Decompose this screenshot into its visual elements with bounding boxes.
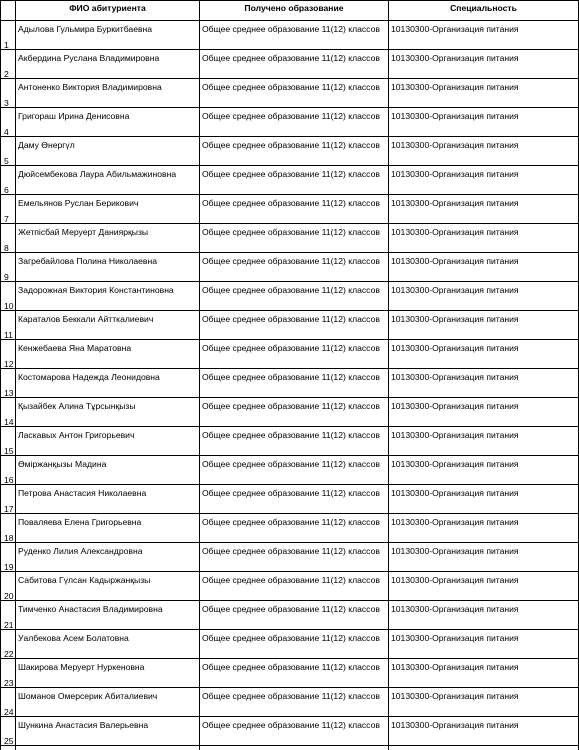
education-cell [200, 688, 389, 717]
row-number-text: 24 [4, 707, 14, 717]
specialty-cell-text: 10130300-Организация питания [391, 53, 519, 63]
applicant-name [16, 253, 200, 282]
row-number-text: 5 [4, 156, 9, 166]
education-cell-text: Общее среднее образование 11(12) классов [202, 691, 380, 701]
row-number-text: 23 [4, 678, 14, 688]
applicant-name-text: Костомарова Надежда Леонидовна [18, 372, 160, 382]
applicant-name-text: Антоненко Виктория Владимировна [18, 82, 162, 92]
applicant-name [16, 456, 200, 485]
empty-cell [200, 746, 389, 750]
row-number [1, 282, 16, 311]
specialty-cell-text: 10130300-Организация питания [391, 111, 519, 121]
education-cell [200, 398, 389, 427]
table-row [1, 253, 579, 282]
specialty-cell-text: 10130300-Организация питания [391, 401, 519, 411]
table-row [1, 659, 579, 688]
table-row [1, 369, 579, 398]
header-education: Получено образование [200, 1, 389, 21]
applicant-name-text: Караталов Беккали Айтткалиевич [18, 314, 153, 324]
applicant-name-text: Сабитова Гүлсан Кадыржанқызы [18, 575, 150, 585]
education-cell [200, 79, 389, 108]
specialty-cell [389, 166, 579, 195]
table-body [1, 21, 579, 750]
row-number [1, 224, 16, 253]
table-row [1, 717, 579, 746]
row-number-text: 20 [4, 591, 14, 601]
education-cell-text: Общее среднее образование 11(12) классов [202, 82, 380, 92]
applicant-name-text: Жетпісбай Меруерт Даниярқызы [18, 227, 148, 237]
row-number-text: 6 [4, 185, 9, 195]
specialty-cell [389, 195, 579, 224]
row-number [1, 108, 16, 137]
applicant-name [16, 21, 200, 50]
education-cell [200, 630, 389, 659]
row-number-text: 10 [4, 301, 14, 311]
row-number [1, 340, 16, 369]
specialty-cell [389, 137, 579, 166]
education-cell-text: Общее среднее образование 11(12) классов [202, 488, 380, 498]
applicant-name [16, 50, 200, 79]
row-number-text: 21 [4, 620, 14, 630]
education-cell-text: Общее среднее образование 11(12) классов [202, 53, 380, 63]
education-cell [200, 340, 389, 369]
specialty-cell-text: 10130300-Организация питания [391, 24, 519, 34]
empty-cell [1, 746, 16, 750]
education-cell [200, 311, 389, 340]
applicant-name-text: Акбердина Руслана Владимировна [18, 53, 159, 63]
table-row [1, 50, 579, 79]
row-number-text: 14 [4, 417, 14, 427]
row-number [1, 50, 16, 79]
applicant-name-text: Шакирова Меруерт Нуркеновна [18, 662, 144, 672]
applicant-name [16, 398, 200, 427]
specialty-cell [389, 369, 579, 398]
specialty-cell-text: 10130300-Организация питания [391, 633, 519, 643]
applicant-name-text: Емельянов Руслан Берикович [18, 198, 138, 208]
specialty-cell-text: 10130300-Организация питания [391, 343, 519, 353]
specialty-cell [389, 601, 579, 630]
row-number-text: 18 [4, 533, 14, 543]
specialty-cell-text: 10130300-Организация питания [391, 691, 519, 701]
row-number-text: 25 [4, 736, 14, 746]
row-number-text: 7 [4, 214, 9, 224]
specialty-cell [389, 572, 579, 601]
education-cell [200, 659, 389, 688]
row-number-text: 9 [4, 272, 9, 282]
specialty-cell [389, 630, 579, 659]
row-number-text: 3 [4, 98, 9, 108]
specialty-cell [389, 311, 579, 340]
applicant-name [16, 282, 200, 311]
table-row [1, 456, 579, 485]
education-cell-text: Общее среднее образование 11(12) классов [202, 546, 380, 556]
education-cell [200, 195, 389, 224]
specialty-cell [389, 253, 579, 282]
education-cell [200, 427, 389, 456]
header-specialty: Специальность [389, 1, 579, 21]
specialty-cell [389, 50, 579, 79]
specialty-cell-text: 10130300-Организация питания [391, 314, 519, 324]
applicant-name-text: Даму Өнергүл [18, 140, 75, 150]
row-number [1, 427, 16, 456]
applicant-name [16, 195, 200, 224]
applicant-name [16, 340, 200, 369]
applicant-name-text: Загребайлова Полина Николаевна [18, 256, 157, 266]
education-cell-text: Общее среднее образование 11(12) классов [202, 633, 380, 643]
row-number-text: 17 [4, 504, 14, 514]
education-cell-text: Общее среднее образование 11(12) классов [202, 256, 380, 266]
specialty-cell [389, 340, 579, 369]
education-cell-text: Общее среднее образование 11(12) классов [202, 430, 380, 440]
table-row [1, 21, 579, 50]
row-number-text: 8 [4, 243, 9, 253]
row-number [1, 630, 16, 659]
specialty-cell [389, 21, 579, 50]
applicant-name-text: Поваляева Елена Григорьевна [18, 517, 141, 527]
specialty-cell-text: 10130300-Организация питания [391, 662, 519, 672]
table-row [1, 601, 579, 630]
education-cell-text: Общее среднее образование 11(12) классов [202, 169, 380, 179]
applicant-name [16, 717, 200, 746]
education-cell-text: Общее среднее образование 11(12) классов [202, 24, 380, 34]
table-row [1, 108, 579, 137]
table-row [1, 543, 579, 572]
row-number [1, 137, 16, 166]
education-cell [200, 137, 389, 166]
applicant-name [16, 79, 200, 108]
table-row [1, 398, 579, 427]
table-row [1, 166, 579, 195]
applicant-name [16, 630, 200, 659]
applicant-name-text: Шоманов Омерсерик Абиталиевич [18, 691, 157, 701]
applicant-name-text: Өміржанқызы Мадина [18, 459, 106, 469]
specialty-cell [389, 543, 579, 572]
specialty-cell [389, 659, 579, 688]
applicant-name [16, 514, 200, 543]
specialty-cell-text: 10130300-Организация питания [391, 372, 519, 382]
education-cell [200, 21, 389, 50]
row-number [1, 688, 16, 717]
education-cell [200, 456, 389, 485]
education-cell [200, 485, 389, 514]
education-cell [200, 108, 389, 137]
specialty-cell-text: 10130300-Организация питания [391, 546, 519, 556]
education-cell [200, 543, 389, 572]
row-number-text: 11 [4, 330, 13, 340]
row-number-text: 16 [4, 475, 14, 485]
applicant-name-text: Дюйсембекова Лаура Абильмажиновна [18, 169, 176, 179]
specialty-cell-text: 10130300-Организация питания [391, 256, 519, 266]
table-row [1, 79, 579, 108]
row-number [1, 79, 16, 108]
education-cell-text: Общее среднее образование 11(12) классов [202, 343, 380, 353]
header-num [1, 1, 16, 21]
row-number-text: 2 [4, 69, 9, 79]
table-row-partial [1, 746, 579, 750]
table-row [1, 224, 579, 253]
education-cell-text: Общее среднее образование 11(12) классов [202, 459, 380, 469]
education-cell-text: Общее среднее образование 11(12) классов [202, 314, 380, 324]
table-row [1, 282, 579, 311]
specialty-cell [389, 224, 579, 253]
row-number [1, 21, 16, 50]
specialty-cell [389, 398, 579, 427]
applicant-name [16, 659, 200, 688]
row-number-text: 12 [4, 359, 14, 369]
row-number [1, 543, 16, 572]
education-cell [200, 224, 389, 253]
applicant-name [16, 601, 200, 630]
table-row [1, 630, 579, 659]
table-row [1, 340, 579, 369]
empty-cell [389, 746, 579, 750]
applicant-name-text: Қызайбек Алина Тұрсынқызы [18, 401, 136, 411]
row-number-text: 22 [4, 649, 14, 659]
specialty-cell [389, 427, 579, 456]
applicant-name [16, 137, 200, 166]
applicant-name [16, 572, 200, 601]
specialty-cell [389, 79, 579, 108]
row-number [1, 601, 16, 630]
empty-cell [16, 746, 200, 750]
specialty-cell-text: 10130300-Организация питания [391, 169, 519, 179]
header-name: ФИО абитуриента [16, 1, 200, 21]
education-cell [200, 369, 389, 398]
row-number-text: 13 [4, 388, 14, 398]
applicant-name [16, 166, 200, 195]
education-cell [200, 572, 389, 601]
specialty-cell-text: 10130300-Организация питания [391, 140, 519, 150]
applicant-name [16, 543, 200, 572]
specialty-cell [389, 456, 579, 485]
specialty-cell-text: 10130300-Организация питания [391, 227, 519, 237]
education-cell [200, 601, 389, 630]
applicant-name-text: Тимченко Анастасия Владимировна [18, 604, 163, 614]
table-row [1, 514, 579, 543]
table-row [1, 137, 579, 166]
specialty-cell [389, 282, 579, 311]
row-number [1, 456, 16, 485]
specialty-cell [389, 717, 579, 746]
row-number [1, 311, 16, 340]
education-cell-text: Общее среднее образование 11(12) классов [202, 401, 380, 411]
table-row [1, 688, 579, 717]
applicant-name [16, 427, 200, 456]
applicant-name-text: Шункина Анастасия Валерьевна [18, 720, 148, 730]
table-row [1, 195, 579, 224]
specialty-cell-text: 10130300-Организация питания [391, 517, 519, 527]
table-row [1, 311, 579, 340]
row-number-text: 4 [4, 127, 9, 137]
row-number-text: 1 [4, 40, 9, 50]
applicant-name [16, 311, 200, 340]
applicant-name [16, 369, 200, 398]
row-number [1, 514, 16, 543]
education-cell-text: Общее среднее образование 11(12) классов [202, 111, 380, 121]
row-number-text: 19 [4, 562, 14, 572]
education-cell [200, 50, 389, 79]
specialty-cell-text: 10130300-Организация питания [391, 575, 519, 585]
education-cell [200, 282, 389, 311]
row-number [1, 166, 16, 195]
specialty-cell-text: 10130300-Организация питания [391, 82, 519, 92]
applicant-name [16, 485, 200, 514]
education-cell-text: Общее среднее образование 11(12) классов [202, 575, 380, 585]
row-number [1, 572, 16, 601]
row-number [1, 659, 16, 688]
specialty-cell-text: 10130300-Организация питания [391, 459, 519, 469]
table-row [1, 485, 579, 514]
applicant-name-text: Задорожная Виктория Константиновна [18, 285, 174, 295]
specialty-cell [389, 514, 579, 543]
education-cell [200, 717, 389, 746]
specialty-cell-text: 10130300-Организация питания [391, 430, 519, 440]
row-number [1, 398, 16, 427]
specialty-cell [389, 688, 579, 717]
applicant-name-text: Григораш Ирина Денисовна [18, 111, 129, 121]
specialty-cell-text: 10130300-Организация питания [391, 488, 519, 498]
applicant-name-text: Адылова Гульмира Буркитбаевна [18, 24, 152, 34]
specialty-cell-text: 10130300-Организация питания [391, 285, 519, 295]
specialty-cell-text: 10130300-Организация питания [391, 604, 519, 614]
row-number [1, 369, 16, 398]
education-cell-text: Общее среднее образование 11(12) классов [202, 720, 380, 730]
education-cell-text: Общее среднее образование 11(12) классов [202, 604, 380, 614]
education-cell [200, 514, 389, 543]
applicant-name-text: Петрова Анастасия Николаевна [18, 488, 146, 498]
specialty-cell-text: 10130300-Организация питания [391, 198, 519, 208]
education-cell-text: Общее среднее образование 11(12) классов [202, 227, 380, 237]
applicant-name-text: Ласкавых Антон Григорьевич [18, 430, 134, 440]
specialty-cell [389, 485, 579, 514]
row-number [1, 253, 16, 282]
education-cell-text: Общее среднее образование 11(12) классов [202, 517, 380, 527]
specialty-cell-text: 10130300-Организация питания [391, 720, 519, 730]
education-cell-text: Общее среднее образование 11(12) классов [202, 372, 380, 382]
applicant-name-text: Руденко Лилия Александровна [18, 546, 142, 556]
education-cell [200, 253, 389, 282]
row-number [1, 485, 16, 514]
row-number [1, 195, 16, 224]
applicant-name [16, 688, 200, 717]
education-cell [200, 166, 389, 195]
row-number [1, 717, 16, 746]
applicant-name [16, 108, 200, 137]
applicant-name [16, 224, 200, 253]
specialty-cell [389, 108, 579, 137]
education-cell-text: Общее среднее образование 11(12) классов [202, 285, 380, 295]
row-number-text: 15 [4, 446, 14, 456]
education-cell-text: Общее среднее образование 11(12) классов [202, 140, 380, 150]
education-cell-text: Общее среднее образование 11(12) классов [202, 662, 380, 672]
table-row [1, 427, 579, 456]
table-header-row [1, 1, 579, 21]
applicant-name-text: Уалбекова Асем Болатовна [18, 633, 129, 643]
education-cell-text: Общее среднее образование 11(12) классов [202, 198, 380, 208]
applicant-name-text: Кенжебаева Яна Маратовна [18, 343, 131, 353]
table-row [1, 572, 579, 601]
